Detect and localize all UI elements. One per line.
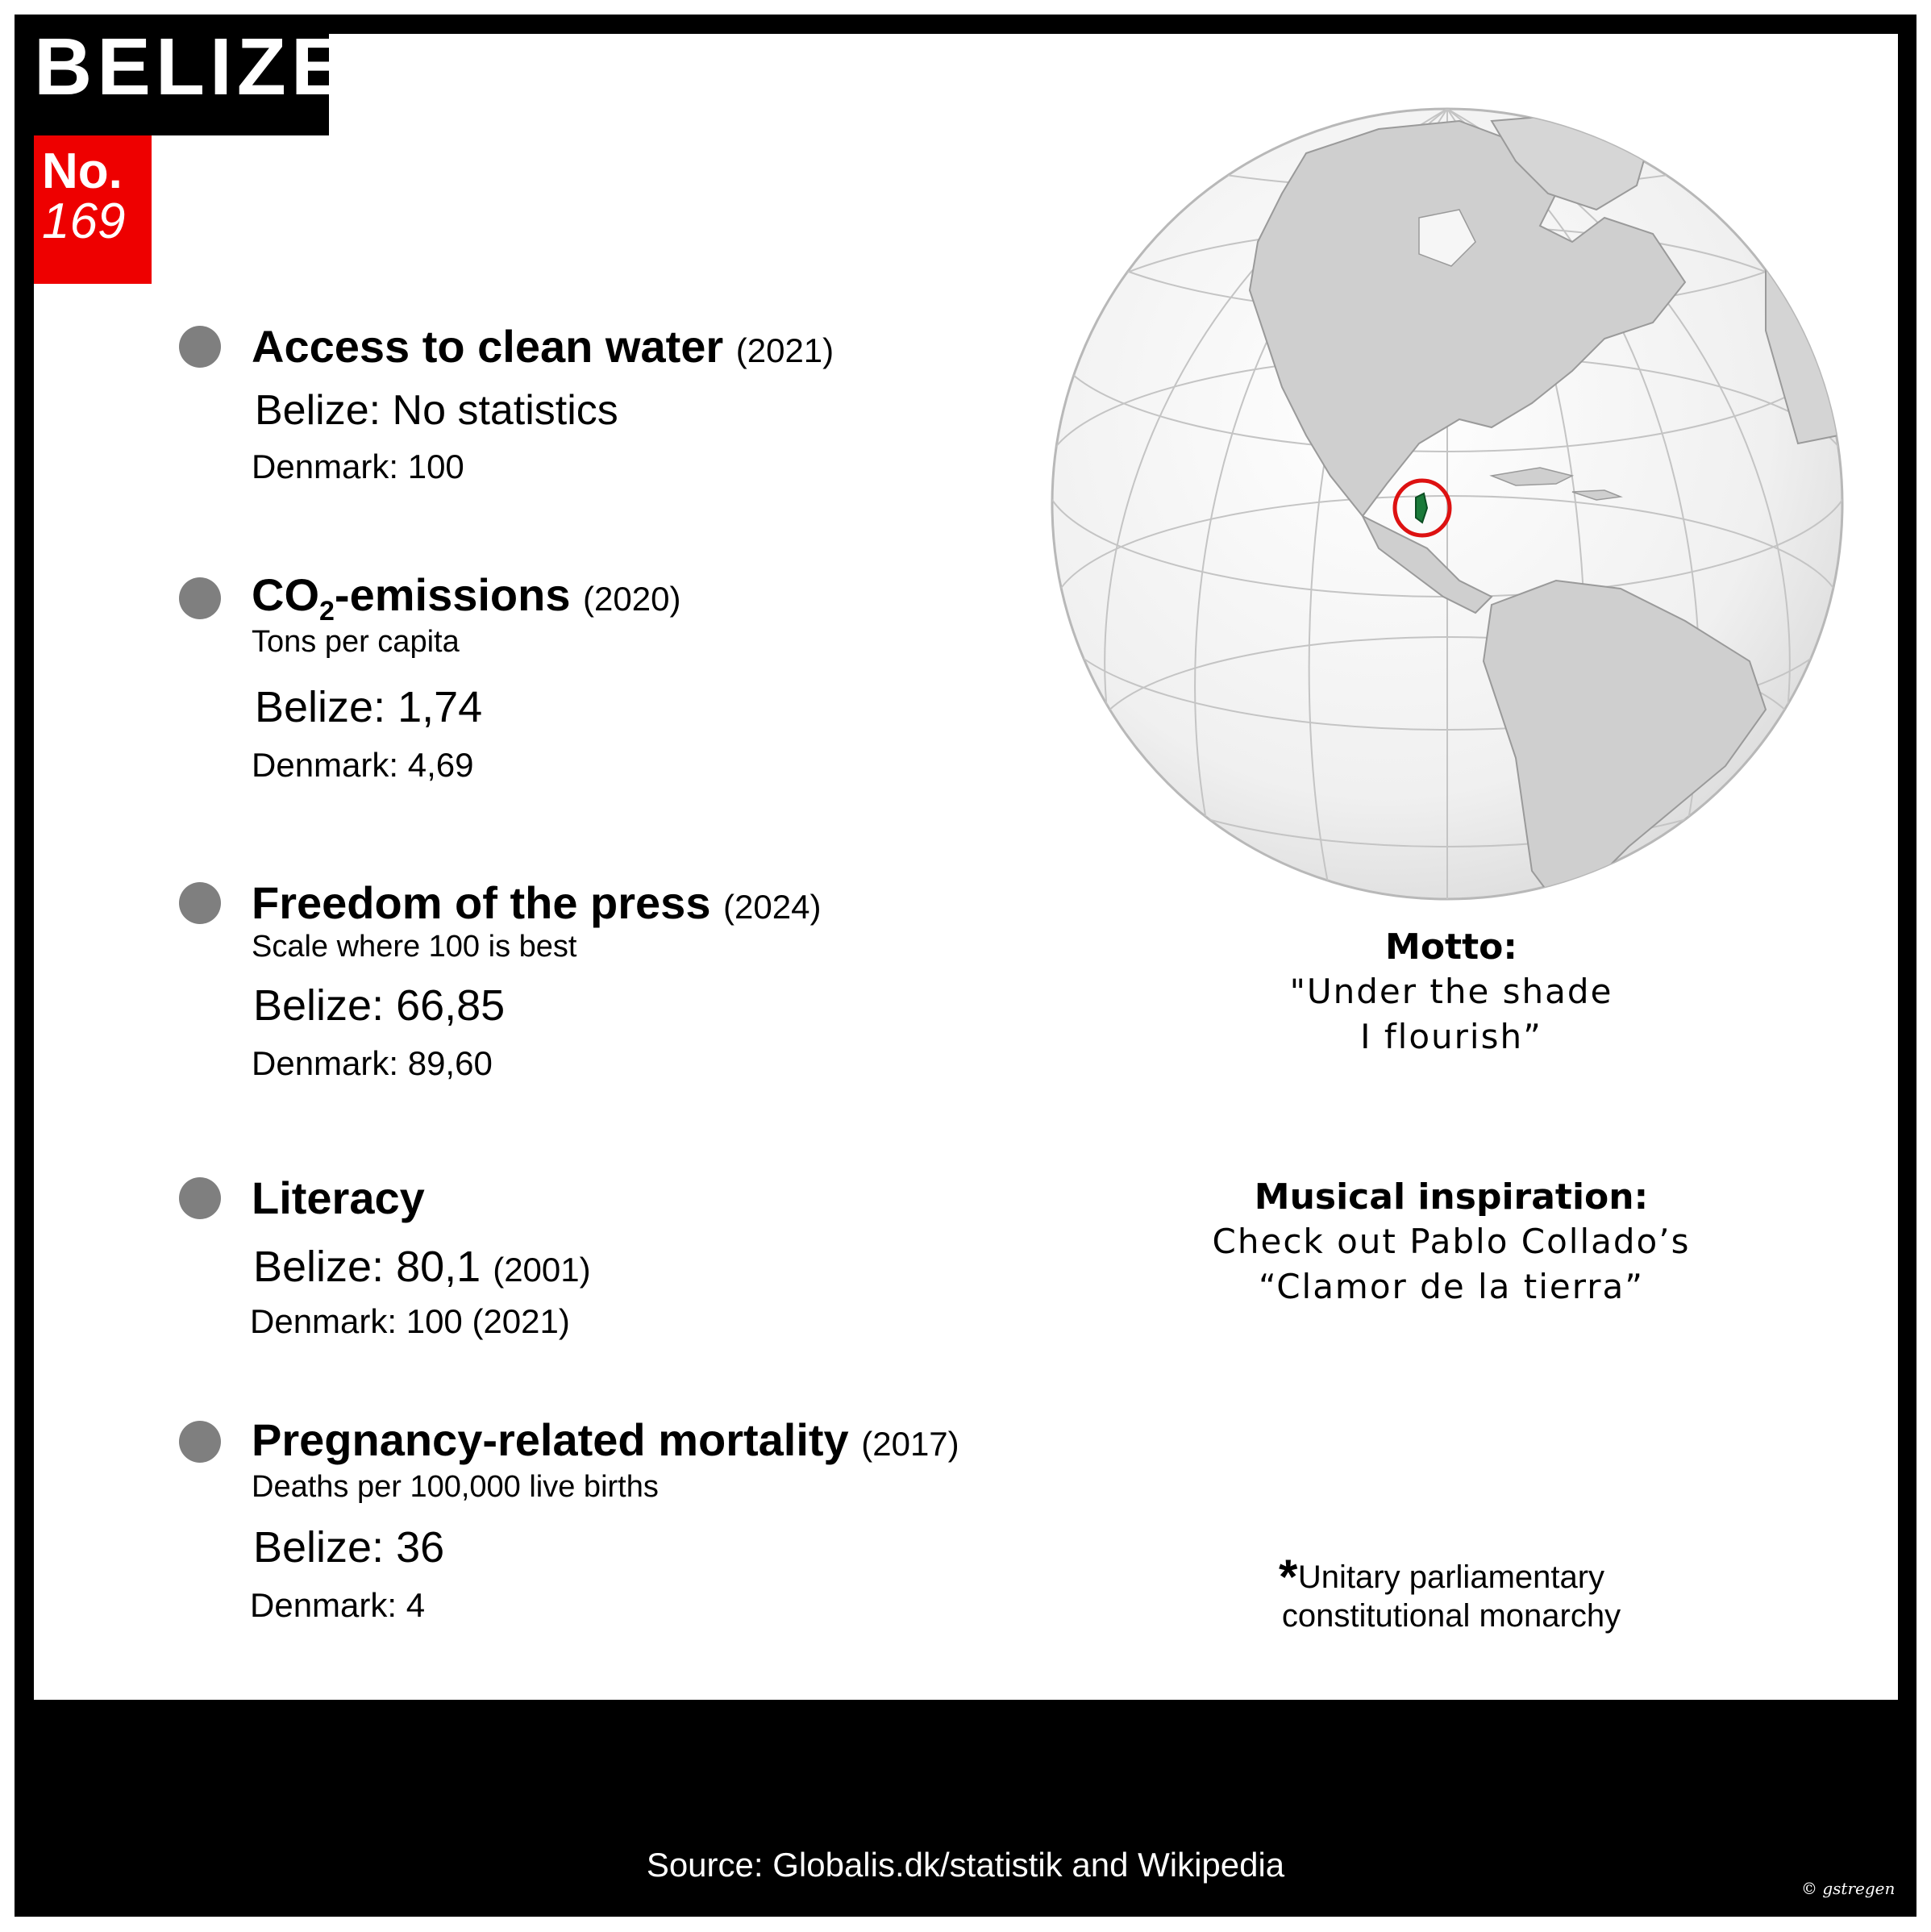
stat-belize-literacy: Belize: 80,1 (2001)	[253, 1243, 591, 1291]
artist-signature: © gstregen	[1801, 1879, 1896, 1898]
stat-title-mortality: Pregnancy-related mortality (2017)	[252, 1414, 959, 1465]
stat-title-press: Freedom of the press (2024)	[252, 877, 822, 928]
stat-denmark-water: Denmark: 100	[252, 448, 464, 485]
stat-denmark-co2: Denmark: 4,69	[252, 746, 474, 784]
stat-unit-mortality: Deaths per 100,000 live births	[252, 1470, 659, 1504]
motto-heading: Motto:	[1385, 926, 1517, 968]
bullet-icon	[179, 1421, 221, 1463]
music-line-1: Check out Pablo Collado’s	[1212, 1222, 1691, 1261]
source-text: Source: Globalis.dk/statistik and Wikipedia	[646, 1846, 1285, 1884]
stat-title-water: Access to clean water (2021)	[252, 321, 834, 372]
stat-belize-water: Belize: No statistics	[255, 387, 618, 434]
stat-unit-press: Scale where 100 is best	[252, 930, 577, 964]
stat-denmark-mortality: Denmark: 4	[250, 1586, 426, 1624]
stat-unit-co2: Tons per capita	[252, 625, 460, 659]
asterisk-icon: *	[1279, 1550, 1298, 1604]
bullet-icon	[179, 882, 221, 924]
rank-number: 169	[42, 194, 126, 249]
government-note	[1258, 1558, 1645, 1635]
music-block	[1169, 1176, 1733, 1310]
bullet-icon	[179, 326, 221, 368]
stat-denmark-press: Denmark: 89,60	[252, 1044, 493, 1082]
government-line-2: constitutional monarchy	[1281, 1598, 1621, 1634]
stat-belize-mortality: Belize: 36	[253, 1523, 445, 1572]
stat-denmark-literacy: Denmark: 100 (2021)	[250, 1302, 570, 1340]
country-title: BELIZE	[34, 22, 350, 112]
motto-line-2: I flourish”	[1360, 1017, 1542, 1056]
rank-prefix: No.	[42, 144, 123, 199]
stat-belize-co2: Belize: 1,74	[255, 683, 483, 731]
stat-title-co2: $CO_2$-emissions (2020)	[252, 569, 681, 627]
music-heading: Musical inspiration:	[1254, 1176, 1649, 1218]
government-line-1: Unitary parliamentary	[1297, 1559, 1605, 1595]
bullet-icon	[179, 1177, 221, 1219]
globe-map	[1040, 97, 1854, 911]
motto-line-1: "Under the shade	[1289, 972, 1613, 1011]
motto-block	[1169, 926, 1733, 1060]
stat-belize-press: Belize: 66,85	[253, 981, 506, 1030]
music-line-2: “Clamor de la tierra”	[1258, 1267, 1645, 1306]
bullet-icon	[179, 577, 221, 619]
stat-title-literacy: Literacy	[252, 1172, 425, 1223]
